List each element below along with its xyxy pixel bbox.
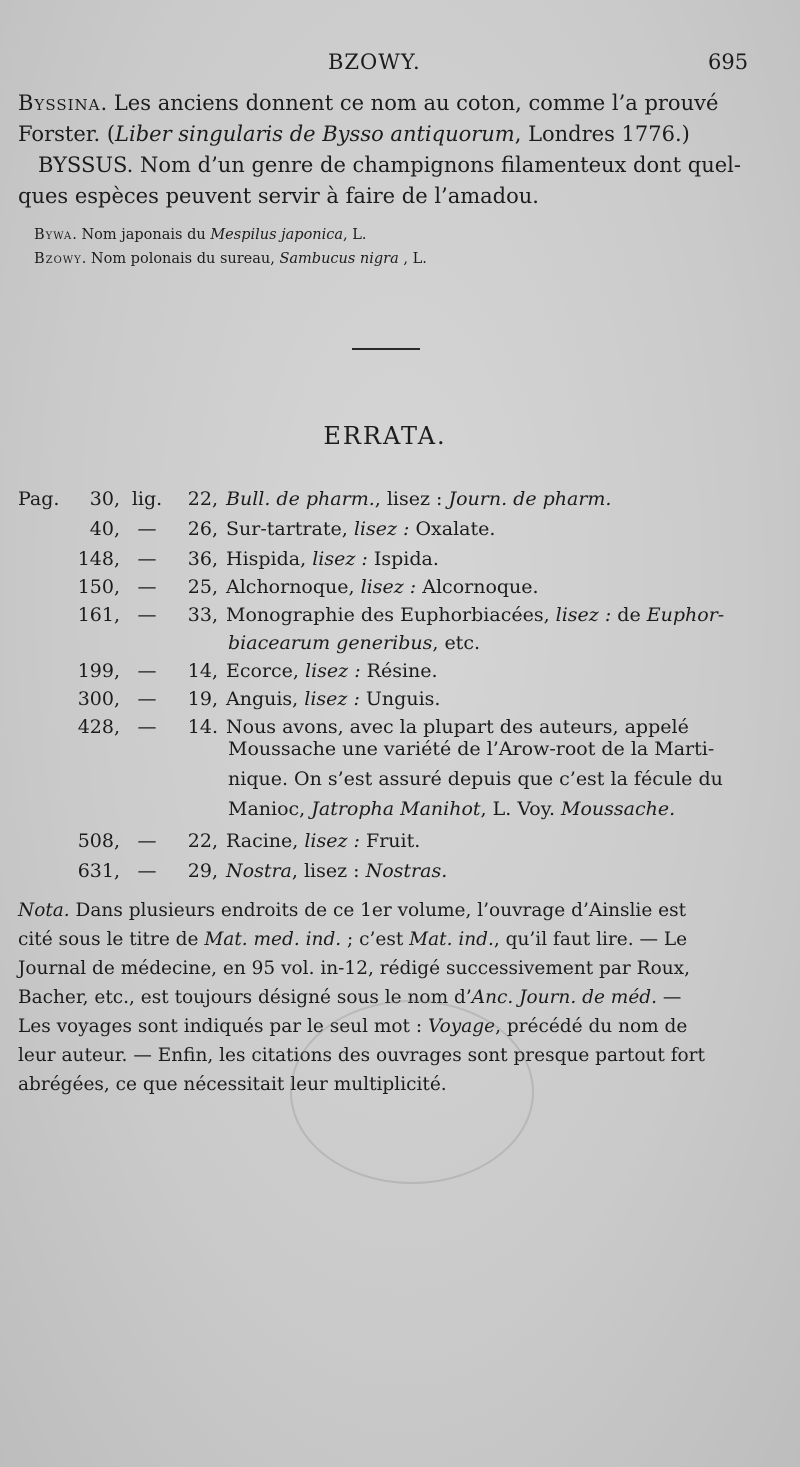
errata-row — [0, 688, 800, 718]
errata-line-number: 14. — [187, 716, 218, 738]
errata-italic: lisez : — [360, 576, 417, 598]
errata-row — [0, 660, 800, 690]
nota-italic: Voyage — [427, 1016, 496, 1037]
nota-text: Journal de médecine, en 95 vol. in-12, rédigé successivement par Roux, — [18, 958, 690, 979]
entry-text: , L. — [343, 227, 367, 243]
nota-text: ; c’est — [341, 929, 410, 950]
errata-text: Unguis. — [359, 688, 441, 710]
errata-italic: lisez : — [555, 604, 612, 626]
errata-text: Racine, — [226, 830, 305, 852]
nota-italic: Mat. med. ind. — [204, 929, 342, 950]
errata-dash: — — [137, 518, 157, 540]
errata-italic: Moussache. — [561, 798, 676, 820]
entry-text: . Nom japonais du — [72, 227, 211, 243]
errata-page-number: 631, — [77, 860, 120, 882]
errata-text: Ispida. — [367, 548, 439, 570]
errata-text: Fruit. — [359, 830, 421, 852]
errata-text: Alcornoque. — [416, 576, 539, 598]
errata-line-number: 26, — [187, 518, 218, 540]
entry-text: , L. — [398, 251, 427, 267]
errata-correction — [226, 576, 756, 598]
errata-italic: lisez : — [353, 518, 410, 540]
running-head — [0, 50, 800, 80]
errata-row — [0, 488, 800, 518]
errata-line-number: 29, — [187, 860, 218, 882]
errata-dash: — — [137, 604, 157, 626]
errata-italic: lisez : — [304, 830, 360, 852]
entry-species: Mespilus japonica — [210, 227, 344, 243]
errata-page-number: 508, — [77, 830, 120, 852]
errata-page-number: 161, — [77, 604, 120, 626]
entry-headword: Byssina — [18, 91, 101, 115]
errata-text: Alchornoque, — [226, 576, 361, 598]
errata-page-number: 199, — [77, 660, 120, 682]
errata-page-number: 30, — [89, 488, 120, 510]
errata-correction — [226, 518, 756, 540]
errata-dash: — — [137, 830, 157, 852]
errata-italic: Euphor- — [646, 604, 725, 626]
entry-bzowy — [34, 248, 734, 270]
errata-dash: — — [137, 576, 157, 598]
errata-text: , etc. — [432, 632, 480, 654]
entry-text: . Nom polonais du sureau, — [81, 251, 280, 267]
errata-correction — [226, 604, 756, 626]
errata-lig-label: lig. — [131, 488, 163, 510]
errata-line-number: 19, — [187, 688, 218, 710]
errata-page-number: 148, — [77, 548, 120, 570]
entry-headword: Bywa — [34, 227, 73, 243]
errata-correction — [226, 688, 756, 710]
errata-correction — [226, 488, 756, 510]
nota-text: , précédé du nom de — [495, 1016, 688, 1037]
errata-line-number: 25, — [187, 576, 218, 598]
errata-text: Sur-tartrate, — [226, 518, 354, 540]
entry-text: Forster. ( — [18, 122, 116, 146]
errata-line-number: 22, — [187, 830, 218, 852]
entry-citation: Liber singularis de Bysso antiquorum — [115, 122, 515, 146]
section-divider — [352, 348, 420, 350]
errata-dash: — — [137, 860, 157, 882]
nota-text: Dans plusieurs endroits de ce 1er volume, l’ouvrage d’Ainslie est — [69, 900, 687, 921]
nota-text: Bacher, etc., est toujours désigné sous le nom d’ — [18, 987, 472, 1008]
entry-headword: Bzowy — [34, 251, 82, 267]
entry-species: Sambucus nigra — [279, 251, 399, 267]
errata-text: Résine. — [360, 660, 438, 682]
errata-dash: — — [137, 660, 157, 682]
errata-heading: ERRATA. — [323, 422, 447, 450]
entry-text: ques espèces peuvent servir à faire de l’amadou. — [18, 184, 539, 208]
errata-row — [0, 860, 800, 890]
nota-italic: Mat. ind. — [409, 929, 494, 950]
page-number: 695 — [708, 50, 749, 74]
errata-row — [0, 604, 800, 634]
errata-text: nique. On s’est assuré depuis que c’est la fécule du — [228, 768, 723, 790]
errata-page-number: 40, — [89, 518, 120, 540]
entry-byssus — [18, 150, 763, 212]
nota-text: — — [657, 987, 682, 1008]
errata-dash: — — [137, 548, 157, 570]
errata-page-number: 150, — [77, 576, 120, 598]
nota-text: leur auteur. — Enfin, les citations des ouvrages sont presque partout fort — [18, 1045, 705, 1066]
errata-text: Oxalate. — [409, 518, 496, 540]
errata-text: Moussache une variété de l’Arow-root de la Marti- — [228, 738, 715, 760]
errata-italic: Journ. de pharm. — [448, 488, 612, 510]
errata-pag-label: Pag. — [18, 488, 60, 510]
errata-text: de — [611, 604, 647, 626]
errata-line-number: 22, — [187, 488, 218, 510]
errata-italic: lisez : — [312, 548, 368, 570]
entry-text: , Londres 1776.) — [514, 122, 690, 146]
entry-bywa — [34, 224, 734, 246]
errata-italic: Jatropha Manihot — [311, 798, 481, 820]
errata-page-number: 300, — [77, 688, 120, 710]
entry-text: . Nom d’un genre de champignons filamenteux dont quel- — [126, 153, 741, 177]
errata-page-number: 428, — [77, 716, 120, 738]
errata-row — [0, 576, 800, 606]
errata-row — [0, 518, 800, 548]
errata-dash: — — [137, 716, 157, 738]
errata-line-number: 14, — [187, 660, 218, 682]
errata-line-number: 33, — [187, 604, 218, 626]
errata-text: , lisez : — [374, 488, 449, 510]
nota-label: Nota. — [18, 900, 70, 921]
errata-correction — [226, 548, 756, 570]
errata-text: , L. Voy. — [480, 798, 562, 820]
entry-byssina — [18, 88, 763, 150]
errata-correction — [226, 860, 756, 882]
nota-text: abrégées, ce que nécessitait leur multiplicité. — [18, 1074, 447, 1095]
errata-row — [0, 548, 800, 578]
errata-text: Monographie des Euphorbiacées, — [226, 604, 556, 626]
errata-line-number: 36, — [187, 548, 218, 570]
errata-row — [0, 830, 800, 860]
errata-correction — [226, 716, 756, 738]
errata-continuation-161 — [228, 632, 480, 654]
errata-continuation-428 — [228, 738, 723, 828]
nota-text: cité sous le titre de — [18, 929, 205, 950]
library-stamp-watermark — [290, 1000, 534, 1184]
errata-text: Ecorce, — [226, 660, 305, 682]
errata-italic: Nostras. — [365, 860, 448, 882]
errata-text: Anguis, — [226, 688, 305, 710]
entry-text: . Les anciens donnent ce nom au coton, comme l’a prouvé — [100, 91, 719, 115]
errata-text: Hispida, — [226, 548, 313, 570]
errata-italic: Nostra — [226, 860, 292, 882]
errata-italic: lisez : — [305, 660, 361, 682]
errata-text: , lisez : — [291, 860, 366, 882]
nota-text: , qu’il faut lire. — Le — [493, 929, 688, 950]
errata-italic: biacearum generibus — [228, 632, 433, 654]
errata-dash: — — [137, 688, 157, 710]
entry-headword: BYSSUS — [38, 153, 127, 177]
errata-correction — [226, 830, 756, 852]
errata-text: Manioc, — [228, 798, 312, 820]
errata-italic: Bull. de pharm. — [226, 488, 375, 510]
errata-text: Nous avons, avec la plupart des auteurs, appelé — [226, 716, 689, 738]
errata-italic: lisez : — [304, 688, 360, 710]
nota-italic: Anc. Journ. de méd. — [471, 987, 657, 1008]
nota-text: Les voyages sont indiqués par le seul mot : — [18, 1016, 428, 1037]
errata-correction — [226, 660, 756, 682]
running-title: BZOWY. — [328, 50, 421, 74]
